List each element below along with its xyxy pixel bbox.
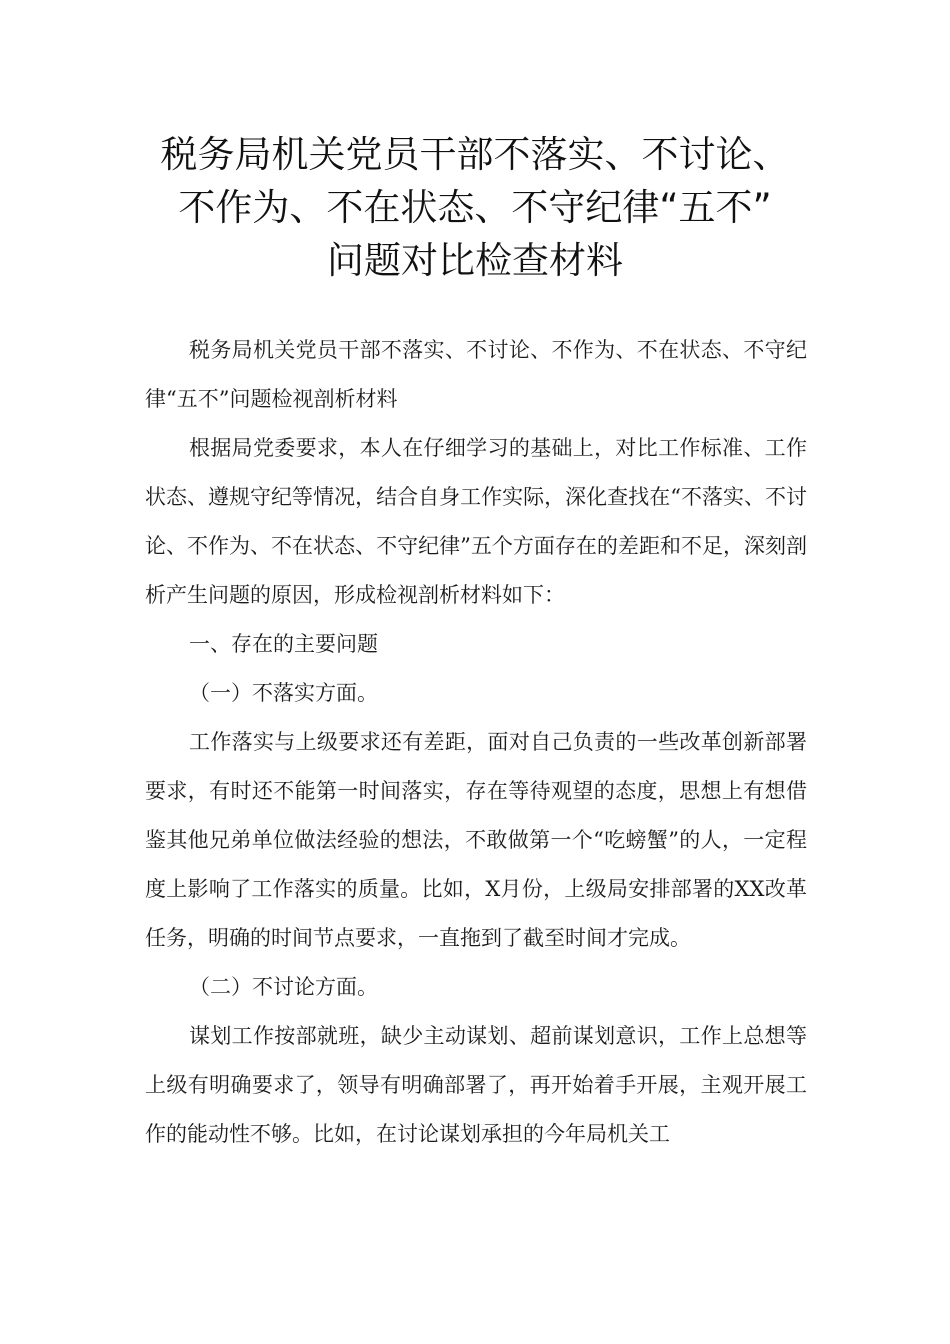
paragraph-not-implementing: 工作落实与上级要求还有差距，面对自己负责的一些改革创新部署要求，有时还不能第一时间落实，存在等待观望的态度，思想上有想借鉴其他兄弟单位做法经验的想法，不敢做第一个“吃螃蟹”的人，一定程度上影响了工作落实的质量。比如，X月份，上级局安排部署的XX改革任务，明确的时间节点要求，一直拖到了截至时间才完成。 [145,730,807,950]
subsection-heading-not-implementing: （一）不落实方面。 [189,681,378,705]
section-heading-main-problems: 一、存在的主要问题 [189,632,378,656]
title-line-1: 税务局机关党员干部不落实、不讨论、 [160,133,790,176]
subsection-heading-not-discussing: （二）不讨论方面。 [189,975,378,999]
document-title [100,128,850,287]
title-line-3: 问题对比检查材料 [327,239,623,282]
paragraph-not-discussing: 谋划工作按部就班，缺少主动谋划、超前谋划意识，工作上总想等上级有明确要求了，领导有明确部署了，再开始着手开展，主观开展工作的能动性不够。比如，在讨论谋划承担的今年局机关工 [145,1024,807,1146]
paragraph-intro: 根据局党委要求，本人在仔细学习的基础上，对比工作标准、工作状态、遵规守纪等情况，结合自身工作实际，深化查找在“不落实、不讨论、不作为、不在状态、不守纪律”五个方面存在的差距和不足，深刻剖析产生问题的原因，形成检视剖析材料如下： [145,436,807,607]
paragraph-subtitle: 税务局机关党员干部不落实、不讨论、不作为、不在状态、不守纪律“五不”问题检视剖析材料 [145,338,807,411]
document-body [145,326,807,1159]
title-line-2: 不作为、不在状态、不守纪律“五不” [178,186,772,229]
